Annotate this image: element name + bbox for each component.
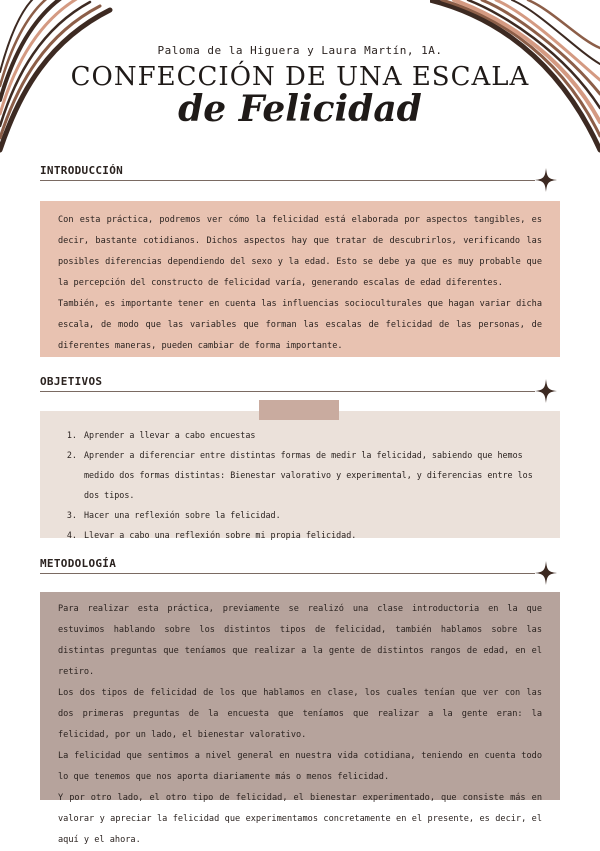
- intro-box: [40, 201, 560, 357]
- objectives-box: [40, 411, 560, 538]
- section-heading-method: METODOLOGÍA: [40, 557, 117, 570]
- section-divider-objectives: [40, 391, 535, 392]
- section-divider-intro: [40, 180, 535, 181]
- section-divider-method: [40, 573, 535, 574]
- page-title: CONFECCIÓN DE UNA ESCALA: [70, 62, 530, 92]
- page-subtitle: de Felicidad: [178, 88, 422, 130]
- method-box: [40, 592, 560, 845]
- method-paragraph-4: Y por otro lado, el otro tipo de felicidad, el bienestar experimentado, que consiste más en valorar y apreciar la felicidad que experimentamos concretamente en el presente, es decir, el aquí y el ahora.: [58, 793, 542, 845]
- method-paragraph-3: La felicidad que sentimos a nivel general en nuestra vida cotidiana, teniendo en cuenta todo lo que tenemos que nos aporta diariamente más o menos felicidad.: [58, 751, 542, 782]
- method-paragraph-2: Los dos tipos de felicidad de los que hablamos en clase, los cuales tenían que ver con las dos primeras preguntas de la encuesta que teníamos que realizar a la gente eran: la felicidad, por un lado, el bienestar valorativo.: [58, 688, 542, 740]
- list-item: 1. Aprender a llevar a cabo encuestas: [82, 425, 542, 445]
- list-item: 3. Hacer una reflexión sobre la felicidad.: [82, 505, 542, 525]
- objectives-list: [66, 425, 542, 545]
- method-paragraph-1: Para realizar esta práctica, previamente se realizó una clase introductoria en la que estuvimos hablando sobre los distintos tipos de felicidad, también hablamos sobre las distintas preguntas que teníamos que realizar a la gente de distintos rangos de edad, en el retiro.: [58, 604, 542, 677]
- decorative-tab: [259, 400, 339, 420]
- section-heading-intro: INTRODUCCIÓN: [40, 164, 124, 177]
- four-point-star-icon: [535, 168, 557, 192]
- intro-paragraph-2: También, es importante tener en cuenta las influencias socioculturales que hagan variar dicha escala, de modo que las variables que forman las escalas de felicidad de las personas, de diferentes maneras, pueden cambiar de forma importante.: [58, 299, 542, 351]
- intro-paragraph-1: Con esta práctica, podremos ver cómo la felicidad está elaborada por aspectos tangibles, es decir, bastante cotidianos. Dichos aspectos hay que tratar de descubrirlos, verificando las posibles diferencias dependiendo del sexo y la edad. Esto se debe ya que es muy probable que la percepción del constructo de felicidad varía, generando escalas de edad diferentes.: [58, 215, 542, 288]
- authors-line: Paloma de la Higuera y Laura Martín, 1A.: [157, 44, 443, 57]
- section-heading-objectives: OBJETIVOS: [40, 375, 103, 388]
- four-point-star-icon: [535, 379, 557, 403]
- list-item: 2. Aprender a diferenciar entre distintas formas de medir la felicidad, sabiendo que hemos medido dos formas distintas: Bienestar valorativo y experimental, y diferencias entre los dos tipos.: [82, 445, 542, 505]
- list-item: 4. Llevar a cabo una reflexión sobre mi propia felicidad.: [82, 525, 542, 545]
- four-point-star-icon: [535, 561, 557, 585]
